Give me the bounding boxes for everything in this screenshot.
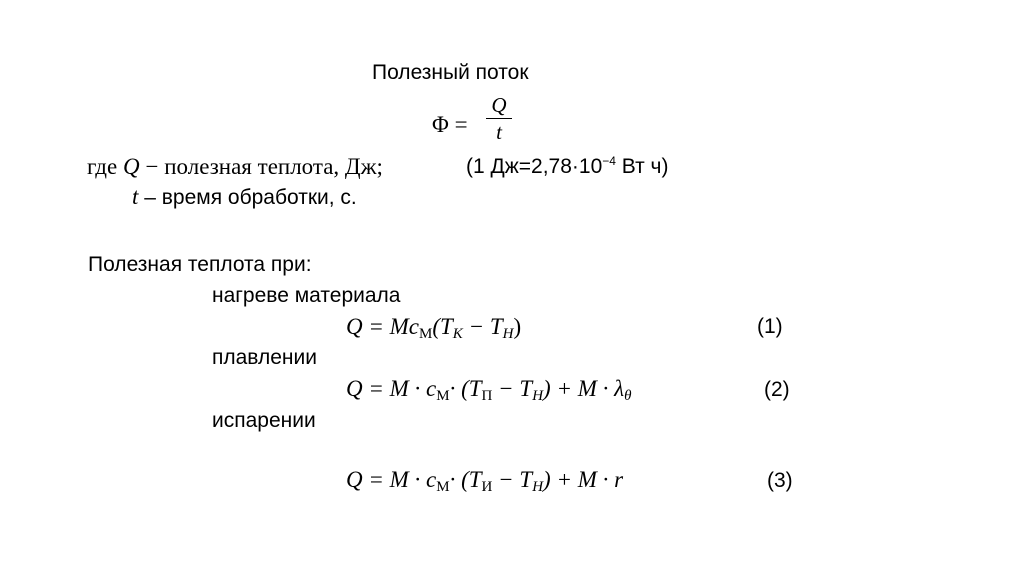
flux-symbol: Φ — [432, 112, 449, 137]
conversion-tail: Вт ч) — [615, 155, 669, 178]
def-prefix: где — [87, 154, 118, 179]
heat-intro: Полезная теплота при: — [88, 253, 312, 276]
conversion-note — [466, 156, 668, 177]
equation-number-2: (2) — [764, 378, 790, 401]
equation-number-1: (1) — [757, 315, 783, 338]
def-q-text: − полезная теплота, Дж; — [145, 154, 383, 179]
flux-equals: = — [454, 112, 468, 137]
fraction-bar — [486, 118, 512, 119]
formula-melting: Q = M · cМ· (TП − TH) + М · λθ — [346, 376, 632, 404]
page-title: Полезный поток — [372, 61, 529, 84]
flux-formula — [432, 113, 468, 136]
case-label-evaporation: испарении — [212, 409, 316, 432]
conversion-exponent: −4 — [602, 154, 616, 168]
def-q-symbol: Q — [123, 154, 140, 179]
case-label-melting: плавлении — [212, 346, 317, 369]
flux-denominator: t — [496, 120, 502, 145]
equation-number-3: (3) — [767, 469, 793, 492]
def-t-text: – время обработки, с. — [138, 186, 357, 209]
definition-t — [132, 185, 357, 208]
case-label-heating: нагреве материала — [212, 284, 401, 307]
def-t-symbol: t — [132, 184, 139, 209]
formula-heating: Q = McМ(TK − TH) — [346, 314, 522, 342]
flux-fraction — [486, 94, 512, 143]
conversion-base: (1 Дж=2,78·10 — [466, 155, 603, 178]
formula-evaporation: Q = M · cМ· (TИ − TH) + М · r — [346, 467, 624, 495]
flux-numerator: Q — [491, 93, 507, 117]
definition-q — [87, 155, 383, 178]
